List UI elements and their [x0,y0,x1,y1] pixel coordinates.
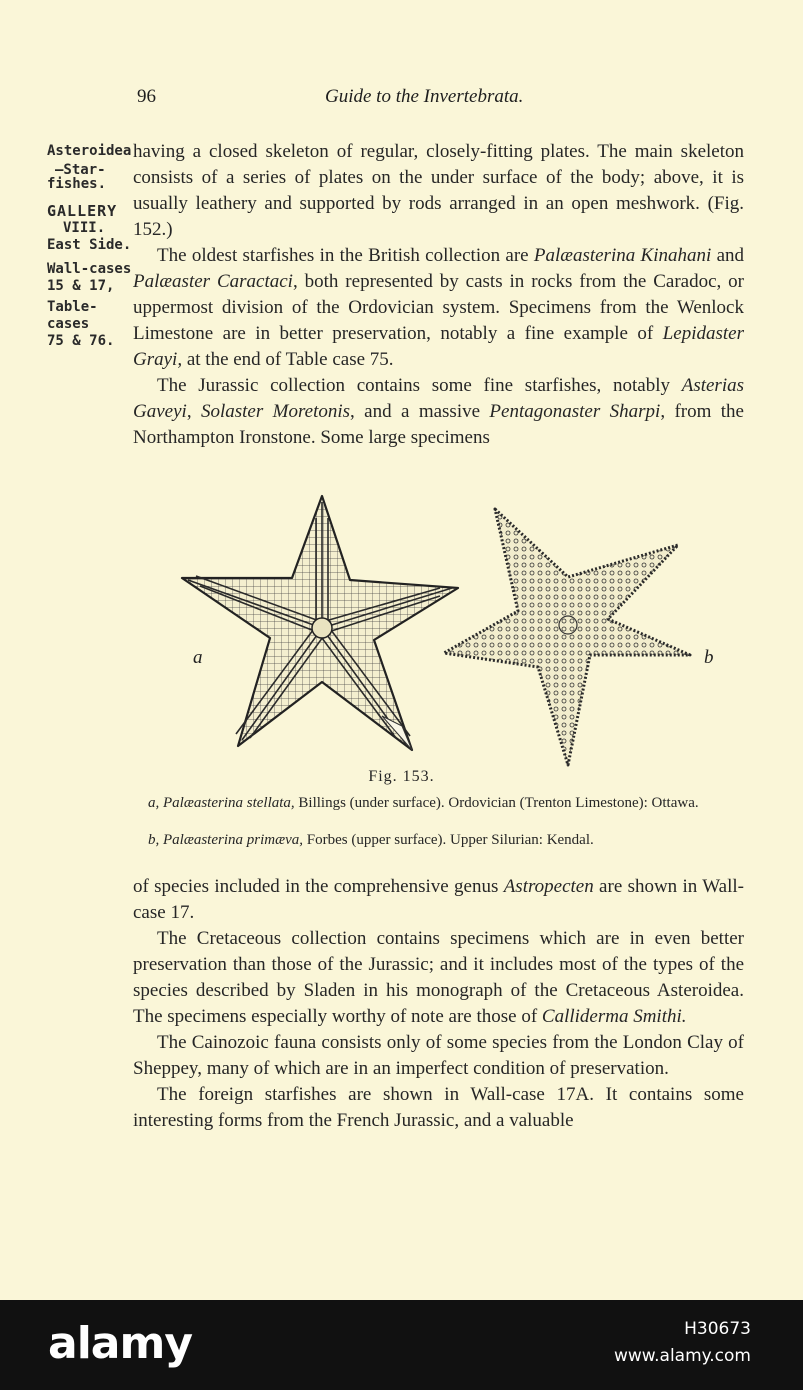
text-run: The oldest starfishes in the British collection are [157,245,534,266]
species-name: Solaster Moretonis [200,401,351,422]
text-run: The Jurassic collection contains some fine starfishes, notably [157,375,682,396]
paragraph [133,926,744,1030]
caption-species: a, Palæasterina stellata, [148,795,295,811]
image-id: H30673 [684,1319,751,1339]
margin-note-line: VIII. [63,220,106,236]
paragraph [133,1082,744,1134]
margin-note-line: East Side. [47,237,132,253]
text-run: and [711,245,744,266]
lower-body-text [133,874,744,1134]
margin-note-line: Asteroidea [47,143,132,159]
margin-note-line: Table- [47,299,98,315]
margin-note-line: —Star- [55,162,106,178]
caption-text: Forbes (upper surface). Upper Silurian: Kendal. [303,832,594,848]
text-run: , both represented by casts in rocks from the Caradoc, or uppermost division of the Ordovician system. Specimens from the Wenlock Limestone are in better preservation, notably a fine example of [133,271,744,344]
margin-note-line: fishes. [47,176,107,192]
paragraph-text: The Cainozoic fauna consists only of some species from the London Clay of Sheppey, many of which are in an imperfect condition of preservation. [133,1032,744,1079]
alamy-logo: alamy [48,1318,192,1369]
figure-caption-b [148,831,738,849]
text-run: at the end of Table case 75. [182,349,394,370]
paragraph [133,1030,744,1082]
species-name: Asterias Gaveyi [133,375,744,422]
page-number: 96 [137,86,156,107]
text-run: are shown in Wall-case 17. [133,876,744,923]
margin-note-line: 15 & 17, [47,278,115,294]
paragraph [133,373,744,451]
figure-caption-a [148,794,738,812]
text-run: , from the Northampton Ironstone. Some large specimens [133,401,744,448]
margin-note-line: 75 & 76. [47,333,115,349]
text-run: , and a massive [350,401,490,422]
species-name: Calliderma Smithi. [541,1006,687,1027]
starfish-a-illustration [170,488,470,758]
paragraph [133,139,744,243]
species-name: Pentagonaster Sharpi [489,401,661,422]
caption-text: Billings (under surface). Ordovician (Trenton Limestone): Ottawa. [294,795,699,811]
figure-label-b: b [704,647,714,668]
text-run: , [186,401,201,422]
margin-note-line: GALLERY [47,202,118,220]
site-url: www.alamy.com [613,1346,751,1366]
running-title: Guide to the Invertebrata. [325,86,524,107]
text-run: The Cretaceous collection contains specimens which are in even better preservation than those of the Jurassic; and it includes most of the types of the species described by Sladen in his monograph of the Cretaceous Asteroidea. The specimens especially worthy of note are those of [133,928,744,1027]
margin-note-line: cases [47,316,90,332]
paragraph-text: having a closed skeleton of regular, closely-fitting plates. The main skeleton consists of a series of plates on the under surface of the body; above, it is usually leathery and supported by rods arranged in an open meshwork. (Fig. 152.) [133,141,744,240]
paragraph [133,243,744,373]
species-name: Palæaster Caractaci [133,271,293,292]
page-header [0,86,803,112]
caption-species: b, Palæasterina primæva, [148,832,304,848]
upper-body-text [133,139,744,451]
species-name: Palæasterina Kinahani [533,245,712,266]
paragraph [133,874,744,926]
figure-title: Fig. 153. [368,768,435,785]
paragraph-text: The foreign starfishes are shown in Wall-case 17A. It contains some interesting forms from the French Jurassic, and a valuable [133,1084,744,1131]
species-name: Lepidaster Grayi, [133,323,744,370]
margin-note-line: Wall-cases [47,261,132,277]
starfish-b-illustration [440,505,695,770]
figure-label-a: a [193,647,203,668]
text-run: of species included in the comprehensive genus [133,876,504,897]
species-name: Astropecten [503,876,594,897]
